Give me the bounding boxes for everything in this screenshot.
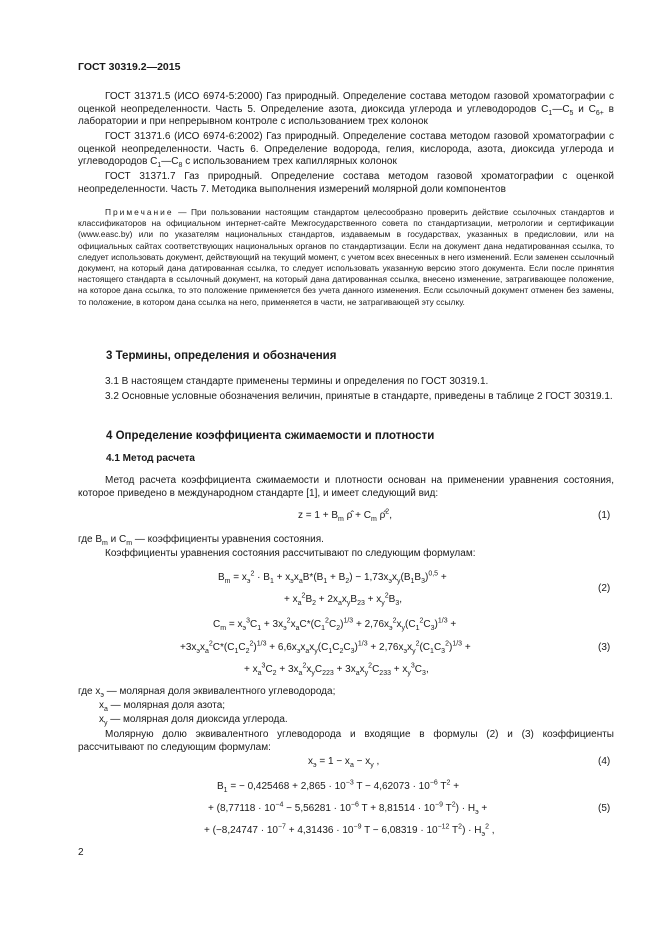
page-number: 2 <box>78 847 84 858</box>
equation-3-line-3: + $x_а^3C_2 + 3x_а^2x_уC_{223} + 3x_аx_у^2C_{233} + x_у^3C_3$, <box>244 662 429 677</box>
equation-2-line-1: $B_m = x_э^2 \cdot B_1 + x_эx_аB*(B_1 + B_2) - 1,73x_эx_у(B_1B_3)^{0,5}$ + <box>218 570 447 585</box>
note-text: — При пользовании настоящим стандартом целесообразно проверить действие ссылочных стандартов и классификаторов на официальном интернет-сайте Межгосударственного совета по стандартизации, метрологии и сертификации (www.easc.by) или по указателям национальных стандартов, издаваемым в государствах, указанных в предисловии, или на официальных сайтах соответствующих национальных органов по стандартизации. Если на документ дана недатированная ссылка, то следует использовать документ, действующий на текущий момент, с учетом всех внесенных в него изменений. Если заменен ссылочный документ, на который дана датированная ссылка, то следует использовать указанную версию этого документа. Если после принятия настоящего стандарта в ссылочный документ, на который дана датированная ссылка, внесено изменение, затрагивающее положение, на которое дана ссылка, то это положение применяется без учета данного изменения. Если ссылочный документ отменен без замены, то положение, в котором дана ссылка на него, применяется в части, не затрагивающей эту ссылку. <box>78 207 614 307</box>
where-xa: $x_а$ — молярная доля азота; <box>99 700 226 713</box>
equation-1: $z = 1 + B_m$ ρ̂ + $C_m$ ρ̂$^2$, <box>298 508 392 523</box>
equation-4: $x_э = 1 - x_а - x_у$ , <box>308 756 380 769</box>
section-4-1-heading: 4.1 Метод расчета <box>106 453 195 464</box>
note-block <box>78 207 614 308</box>
equation-5-line-1: $B_1$ = − $0,425468 + 2,865 \cdot 10^{-3}$ $T - 4,62073 \cdot 10^{-6}$ $T^2$ + <box>217 779 460 794</box>
section-4-intro: Метод расчета коэффициента сжимаемости и плотности основан на применении уравнения состояния, которое приведено в международном стандарте [1], и имеет следующий вид: <box>78 475 614 499</box>
equation-2-number: (2) <box>598 583 611 594</box>
molar-text: Молярную долю эквивалентного углеводорода и входящие в формулы (2) и (3) коэффициенты рассчитывают по следующим формулам: <box>78 729 614 753</box>
equation-1-number: (1) <box>598 510 611 521</box>
equation-5-line-2: + ($8,77118 \cdot 10^{-4} - 5,56281 \cdot 10^{-6}$ $T + 8,81514 \cdot 10^{-9}$ $T^2) \cdot H_э$ + <box>208 801 488 816</box>
equation-3-number: (3) <box>598 642 611 653</box>
note-label: Примечание <box>105 207 174 217</box>
where-bm-cm: где $B_m$ и $C_m$ — коэффициенты уравнения состояния. <box>78 534 324 547</box>
where-xy: $x_у$ — молярная доля диоксида углерода. <box>99 714 288 727</box>
section-3-2: 3.2 Основные условные обозначения величин, принятые в стандарте, приведены в таблице 2 ГОСТ 30319.1. <box>105 391 613 402</box>
section-3-1: 3.1 В настоящем стандарте применены термины и определения по ГОСТ 30319.1. <box>105 376 489 387</box>
ref-gost-31371-6: ГОСТ 31371.6 (ИСО 6974-6:2002) Газ природный. Определение состава методом газовой хроматографии с оценкой неопределенности. Часть 6. Определение водорода, гелия, кислорода, азота, диоксида углерода и углеводородов $C_1—C_8$ с использованием трех капиллярных колонок <box>78 131 614 169</box>
equation-2-line-2: + $x_а^2B_2 + 2x_аx_уB_{23} + x_у^2B_3$, <box>284 592 403 607</box>
equation-3-line-1: $C_m = x_э^3C_1 + 3x_э^2x_аC*(C_1^2C_2)^{1/3} + 2,76x_э^2x_у(C_1^2C_3)^{1/3}$ + <box>213 617 457 632</box>
section-4-heading: 4 Определение коэффициента сжимаемости и плотности <box>106 430 435 442</box>
page-header: ГОСТ 30319.2—2015 <box>78 61 181 73</box>
equation-5-number: (5) <box>598 803 611 814</box>
ref-gost-31371-7: ГОСТ 31371.7 Газ природный. Определение состава методом газовой хроматографии с оценкой неопределенности. Часть 7. Методика выполнения измерений молярной доли компонентов <box>78 171 614 195</box>
where-xe: где $x_э$ — молярная доля эквивалентного углеводорода; <box>78 686 336 699</box>
equation-4-number: (4) <box>598 756 611 767</box>
coef-text: Коэффициенты уравнения состояния рассчитывают по следующим формулам: <box>105 548 476 559</box>
equation-3-line-2: $+3x_эx_а^2C*(C_1C_2^2)^{1/3} + 6,6x_эx_аx_у(C_1C_2C_3)^{1/3} + 2,76x_эx_у^2(C_1C_3^2)^{1/3}$ + <box>180 640 471 655</box>
ref-gost-31371-5: ГОСТ 31371.5 (ИСО 6974-5:2000) Газ природный. Определение состава методом газовой хроматографии с оценкой неопределенности. Часть 5. Определение азота, диоксида углерода и углеводородов $C_1—C_5$ и $C_{6+}$ в лаборатории и при непрерывном контроле с использованием трех колонок <box>78 91 614 127</box>
section-3-heading: 3 Термины, определения и обозначения <box>106 350 337 362</box>
equation-5-line-3: + ($-8,24747 \cdot 10^{-7} + 4,31436 \cdot 10^{-9}$ $T - 6,08319 \cdot 10^{-12}$ $T^2) \cdot H_э^2$ , <box>204 823 495 838</box>
